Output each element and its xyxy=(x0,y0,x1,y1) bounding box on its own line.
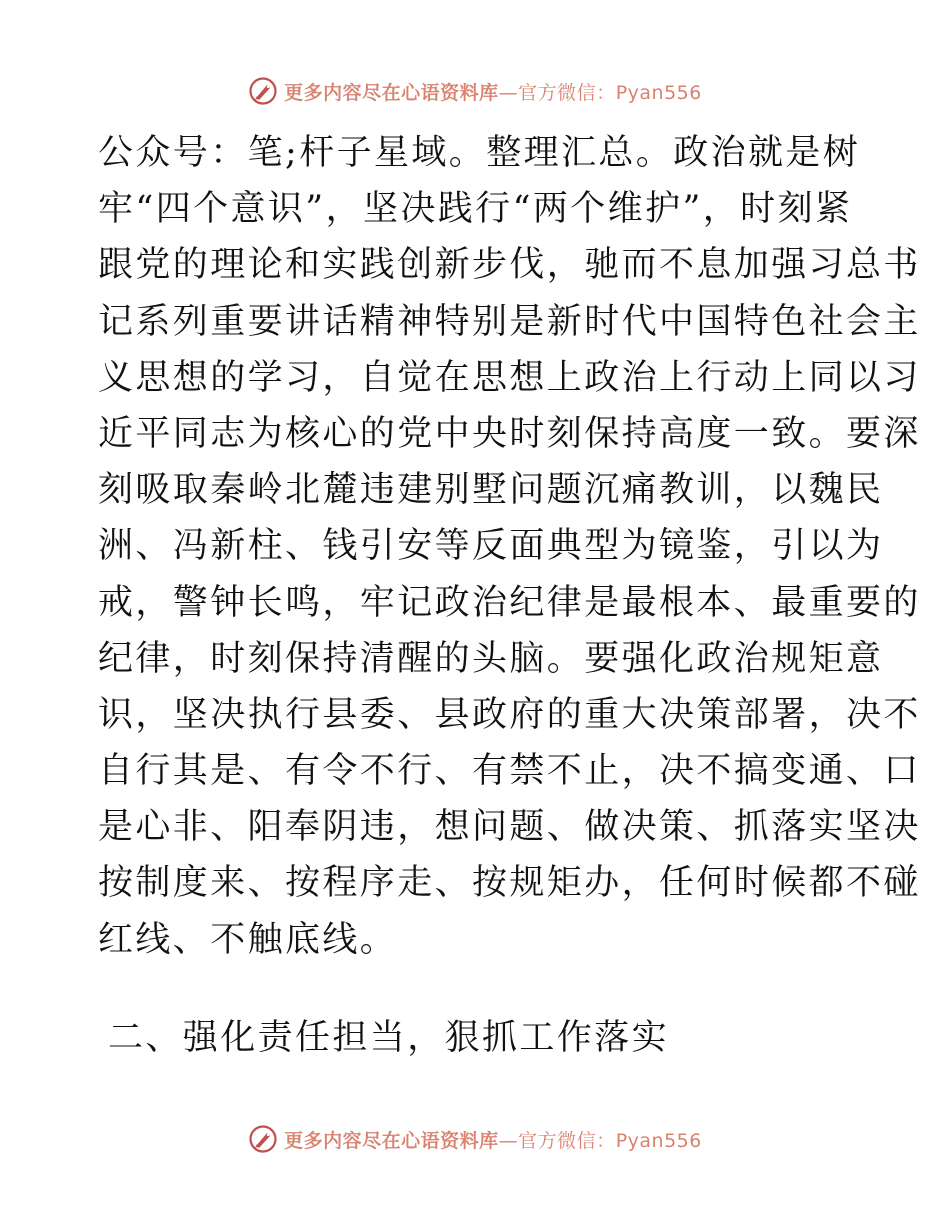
watermark-wechat-label: 官方微信： xyxy=(518,81,616,104)
body-line: 近平同志为核心的党中央时刻保持高度一致。要深 xyxy=(98,413,921,454)
body-line: 牢“四个意识”，坚决践行“两个维护”，时刻紧 xyxy=(98,189,853,230)
watermark-main-text: 更多内容尽在心语资料库 xyxy=(284,1129,499,1152)
body-line: 义思想的学习，自觉在思想上政治上行动上同以习 xyxy=(98,357,921,398)
watermark-separator: — xyxy=(498,81,519,104)
watermark-wechat-id: Pyan556 xyxy=(615,1129,702,1152)
document-body xyxy=(98,125,921,968)
body-line: 红线、不触底线。 xyxy=(98,919,398,960)
body-line: 跟党的理论和实践创新步伐，驰而不息加强习总书 xyxy=(98,245,921,286)
watermark-separator: — xyxy=(498,1129,519,1152)
body-line: 刻吸取秦岭北麓违建别墅问题沉痛教训，以魏民 xyxy=(98,470,884,511)
header-watermark xyxy=(0,74,950,108)
section-heading: 二、强化责任担当，狠抓工作落实 xyxy=(108,1018,670,1058)
watermark-text xyxy=(284,78,702,105)
body-line: 公众号：笔;杆子星域。整理汇总。政治就是树 xyxy=(98,133,861,173)
pen-nib-circle-icon xyxy=(248,1124,278,1154)
body-line: 是心非、阳奉阴违，想问题、做决策、抓落实坚决 xyxy=(98,807,921,848)
body-line: 识，坚决执行县委、县政府的重大决策部署，决不 xyxy=(98,694,921,735)
footer-watermark xyxy=(0,1122,950,1156)
body-line: 纪律，时刻保持清醒的头脑。要强化政治规矩意 xyxy=(98,638,884,679)
watermark-wechat-label: 官方微信： xyxy=(518,1129,616,1152)
watermark-wechat-id: Pyan556 xyxy=(615,81,702,104)
body-line: 按制度来、按程序走、按规矩办，任何时候都不碰 xyxy=(98,863,921,904)
watermark-text xyxy=(284,1126,702,1153)
watermark-content xyxy=(248,1124,702,1154)
body-line: 自行其是、有令不行、有禁不止，决不搞变通、口 xyxy=(98,751,921,792)
body-line: 记系列重要讲话精神特别是新时代中国特色社会主 xyxy=(98,301,921,342)
watermark-content xyxy=(248,76,702,106)
watermark-main-text: 更多内容尽在心语资料库 xyxy=(284,81,499,104)
pen-nib-circle-icon xyxy=(248,76,278,106)
body-line: 洲、冯新柱、钱引安等反面典型为镜鉴，引以为 xyxy=(98,526,884,567)
body-line: 戒，警钟长鸣，牢记政治纪律是最根本、最重要的 xyxy=(98,582,921,623)
